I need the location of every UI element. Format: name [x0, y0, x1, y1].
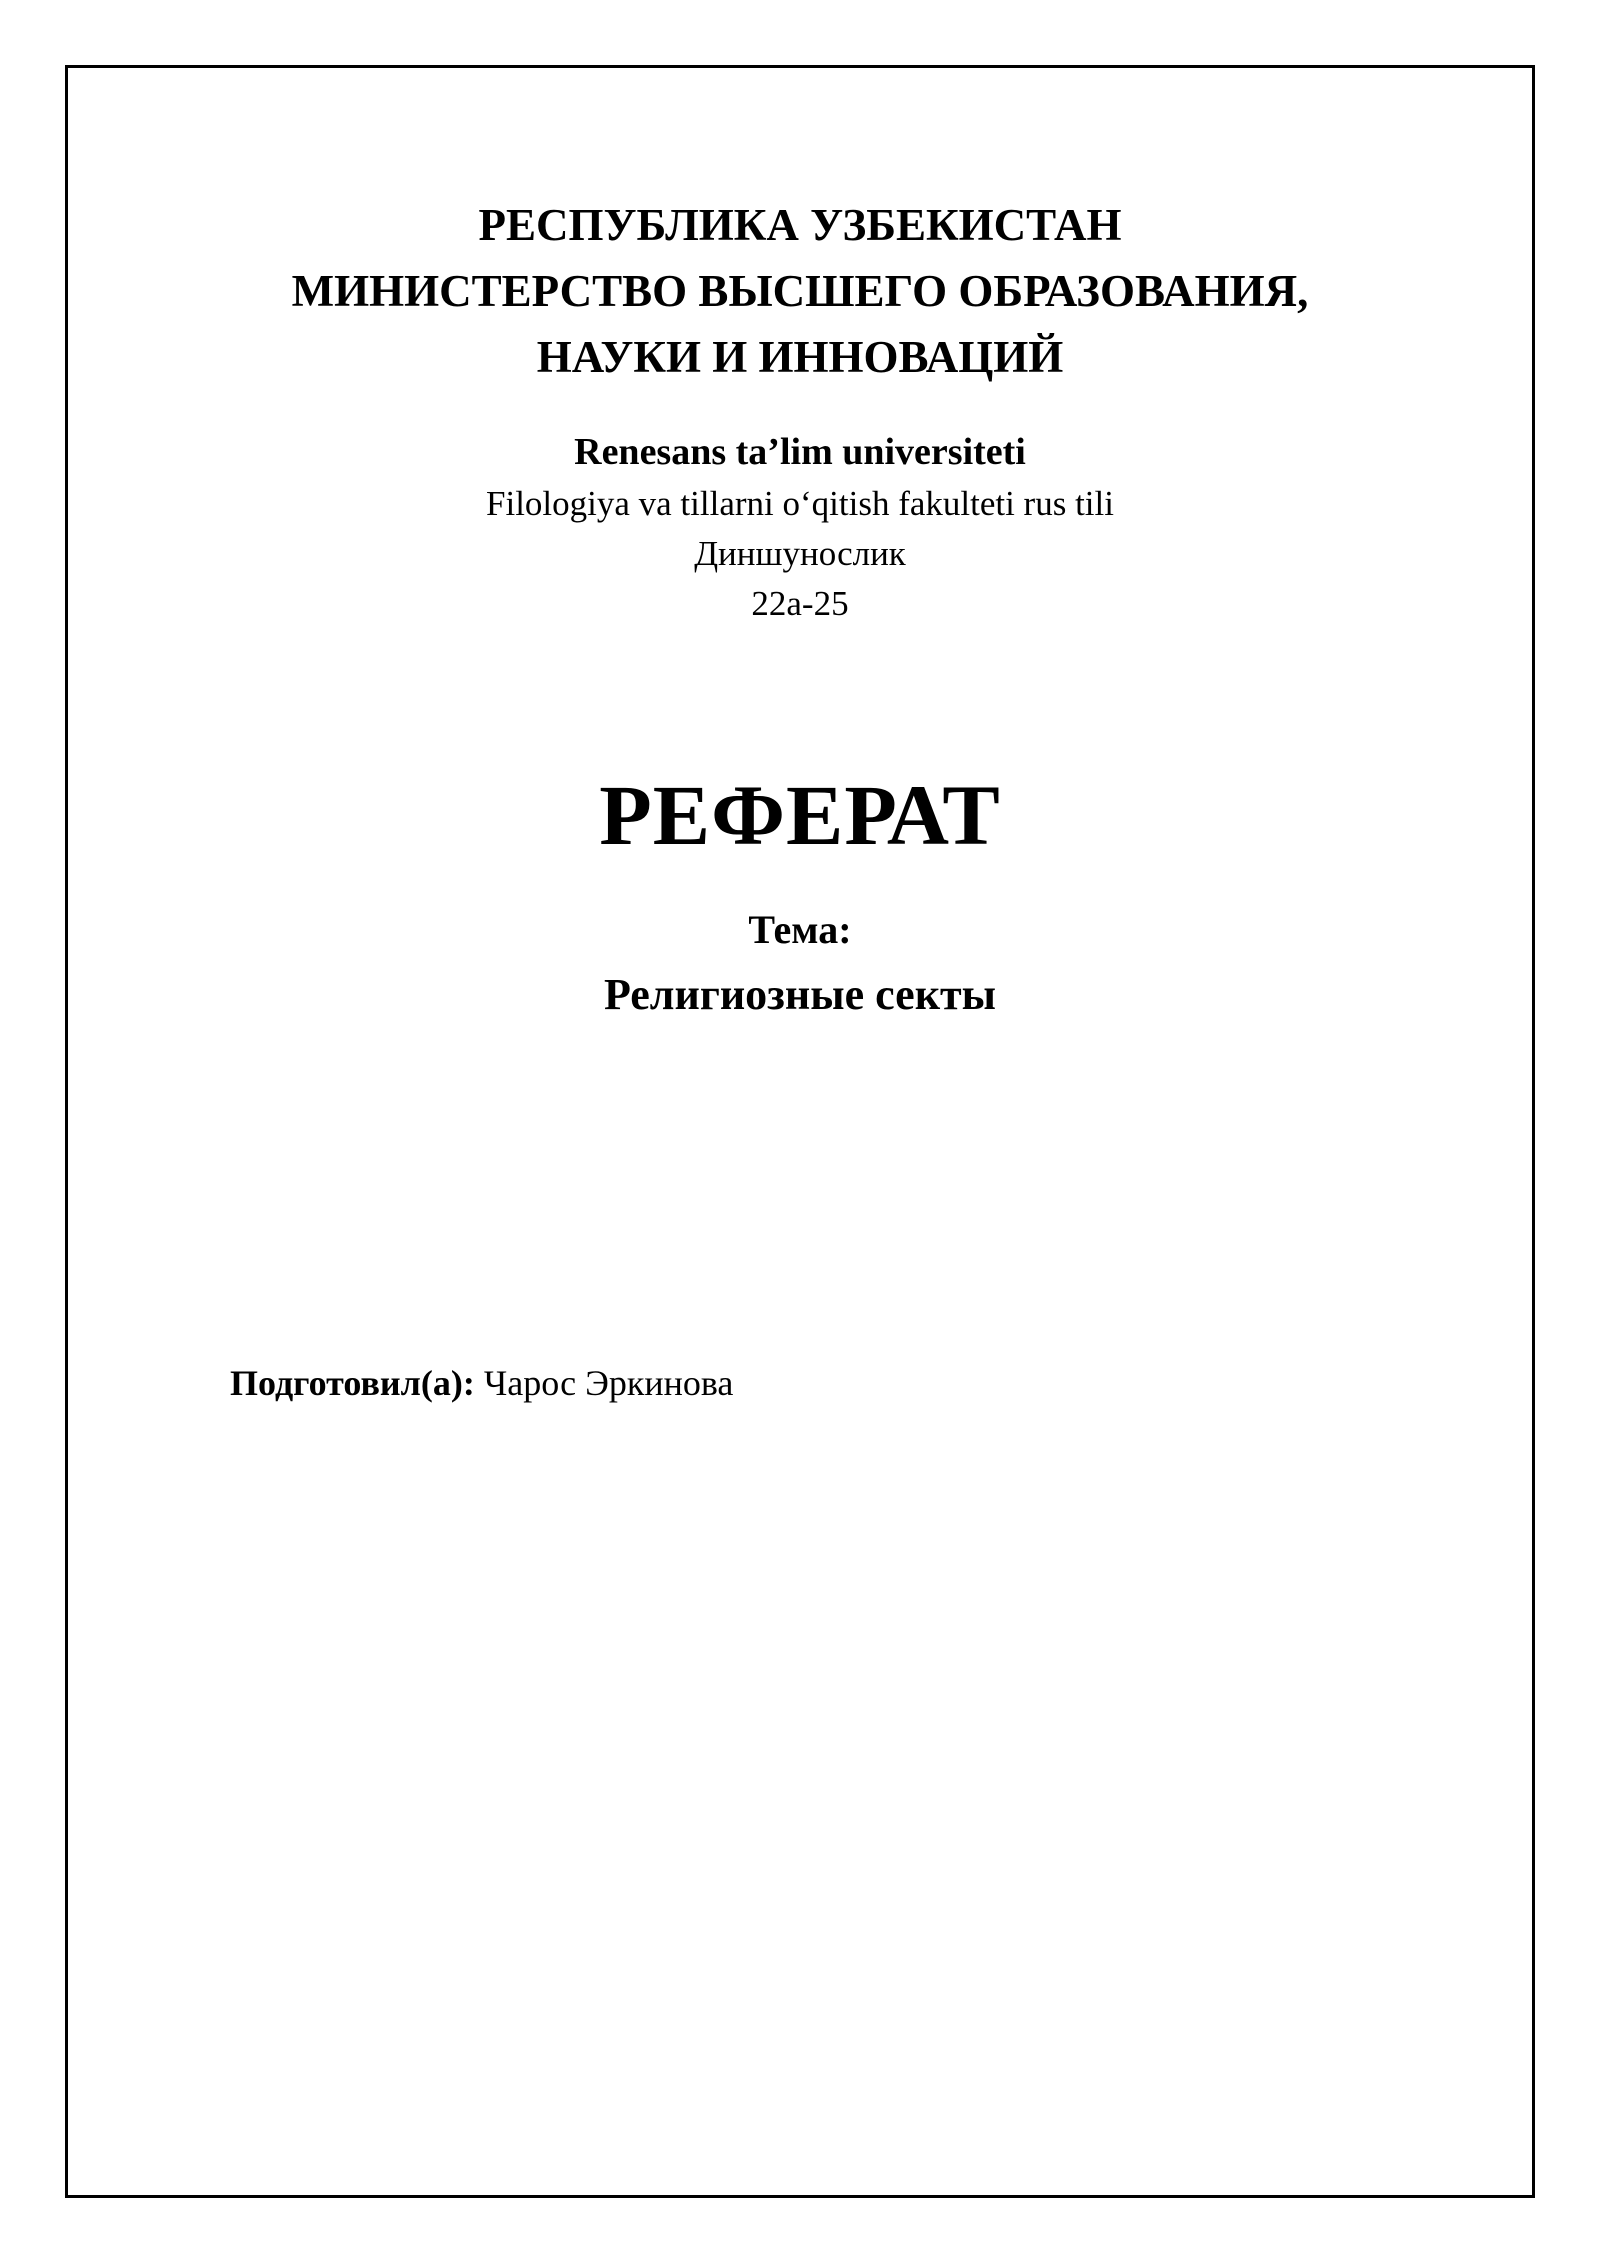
header-ministry-continued: НАУКИ И ИННОВАЦИЙ — [536, 332, 1064, 382]
subject-name: Диншунослик — [694, 534, 906, 573]
author-name: Чарос Эркинова — [483, 1363, 734, 1403]
prepared-by — [230, 1357, 733, 1409]
header-country: РЕСПУБЛИКА УЗБЕКИСТАН — [478, 200, 1122, 250]
prepared-by-label: Подготовил(а): — [230, 1363, 475, 1403]
ministry-header — [0, 192, 1600, 390]
document-type-title: РЕФЕРАТ — [599, 767, 1001, 863]
topic-label: Тема: — [748, 907, 852, 952]
topic-title: Религиозные секты — [603, 970, 997, 1019]
group-number: 22а-25 — [751, 584, 849, 623]
faculty-name: Filologiya va tillarni o‘qitish fakulteti rus tili — [486, 484, 1114, 523]
university-name: Renesans ta’lim universiteti — [574, 431, 1026, 473]
header-ministry: МИНИСТЕРСТВО ВЫСШЕГО ОБРАЗОВАНИЯ, — [291, 266, 1309, 316]
